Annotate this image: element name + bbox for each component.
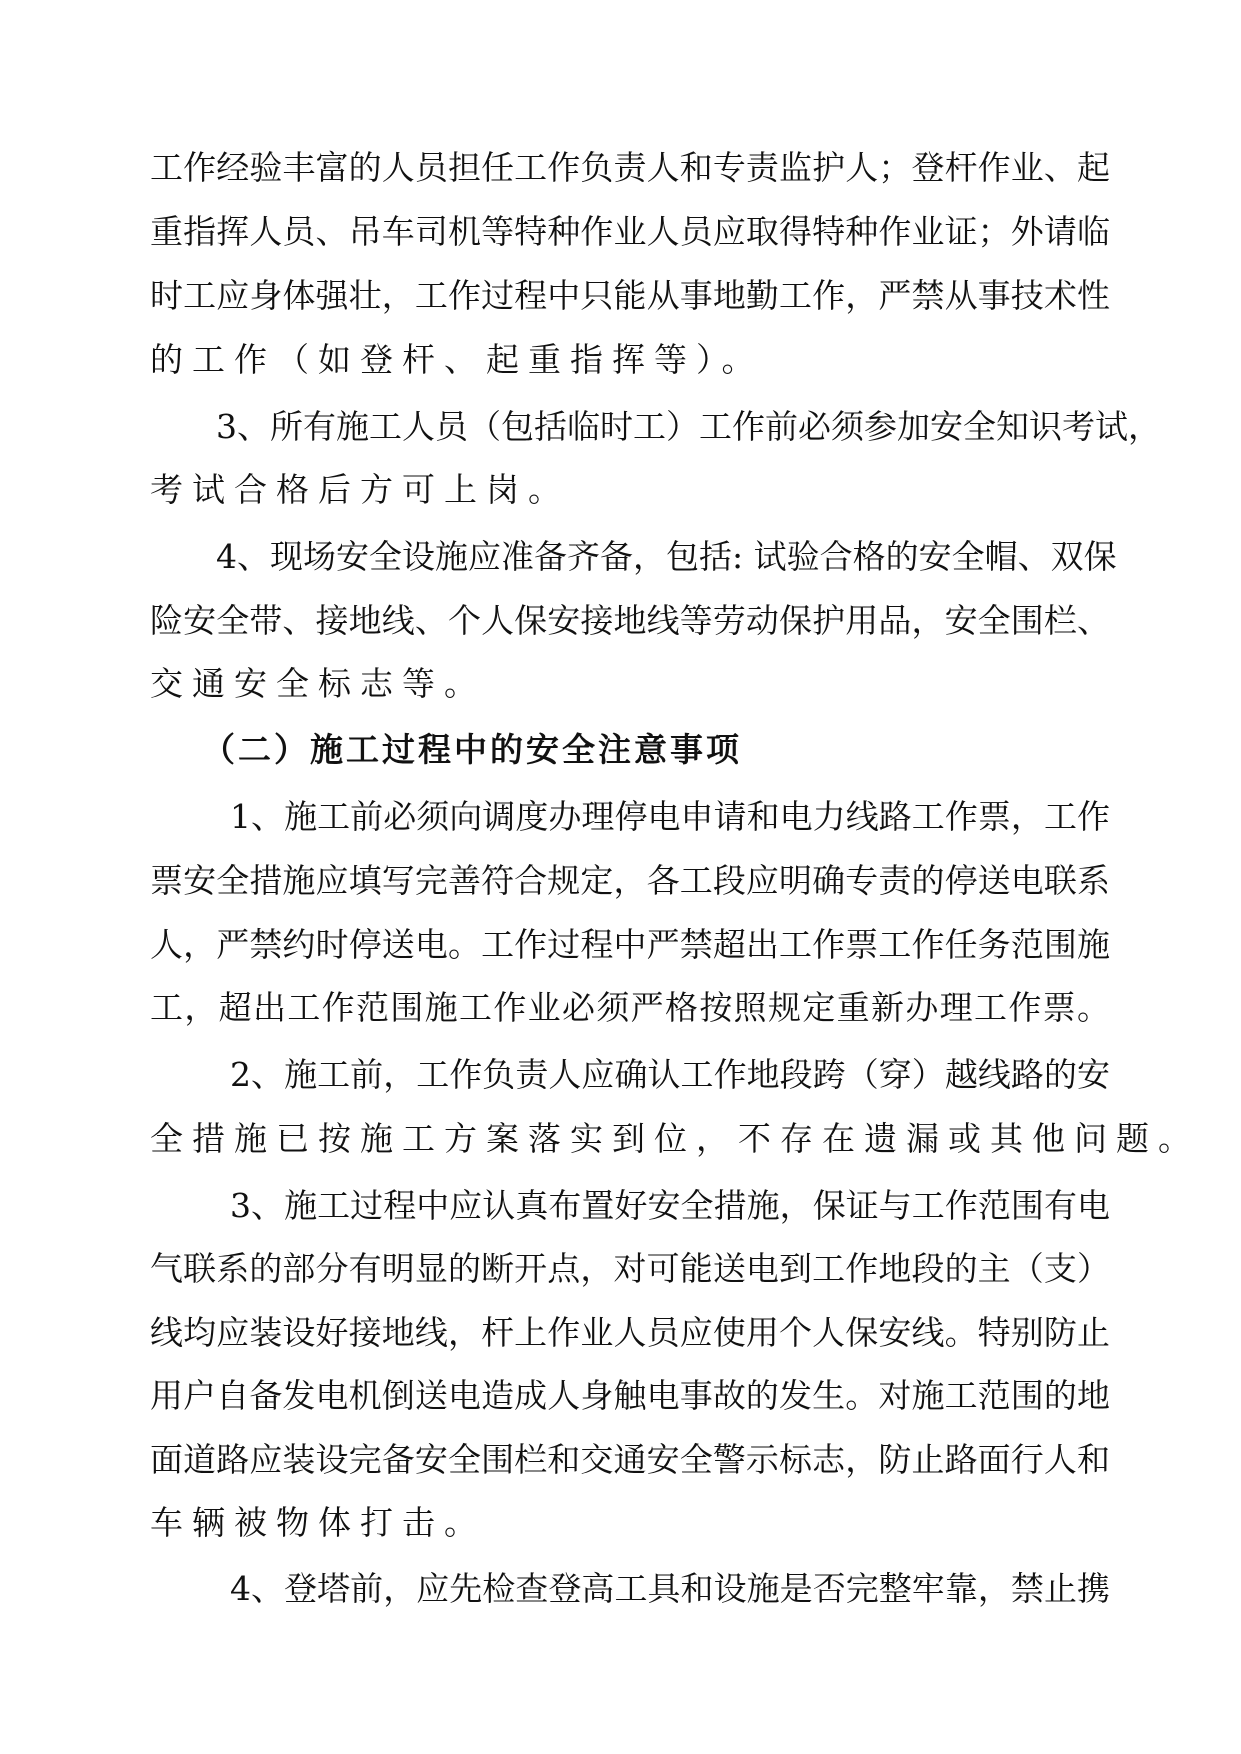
text-line: 人，严禁约时停送电。工作过程中严禁超出工作票工作任务范围施 — [150, 925, 1110, 964]
text-line: 票安全措施应填写完善符合规定，各工段应明确专责的停送电联系 — [150, 861, 1110, 900]
text-line: 3、施工过程中应认真布置好安全措施，保证与工作范围有电 — [230, 1186, 1110, 1225]
text-line: 1、施工前必须向调度办理停电申请和电力线路工作票，工作 — [230, 797, 1110, 836]
text-line: 4、现场安全设施应准备齐备，包括: 试验合格的安全帽、双保 — [216, 537, 1117, 576]
text-line: 2、施工前，工作负责人应确认工作地段跨（穿）越线路的安 — [230, 1055, 1110, 1094]
text-line: 气联系的部分有明显的断开点，对可能送电到工作地段的主（支） — [150, 1249, 1110, 1288]
text-line: 用户自备发电机倒送电造成人身触电事故的发生。对施工范围的地 — [150, 1376, 1110, 1415]
text-line: 的工作（如登杆、起重指挥等）。 — [150, 340, 764, 379]
text-line: 工，超出工作范围施工作业必须严格按照规定重新办理工作票。 — [150, 988, 1110, 1027]
text-line: 线均应装设好接地线，杆上作业人员应使用个人保安线。特别防止 — [150, 1313, 1110, 1352]
section-heading: （二）施工过程中的安全注意事项 — [202, 730, 742, 769]
text-line: 4、登塔前，应先检查登高工具和设施是否完整牢靠，禁止携 — [230, 1569, 1110, 1608]
text-line: 全措施已按施工方案落实到位，不存在遗漏或其他问题。 — [150, 1119, 1200, 1158]
text-line: 重指挥人员、吊车司机等特种作业人员应取得特种作业证；外请临 — [150, 212, 1110, 251]
text-line: 面道路应装设完备安全围栏和交通安全警示标志，防止路面行人和 — [150, 1440, 1110, 1479]
text-line: 车辆被物体打击。 — [150, 1503, 486, 1542]
text-line: 考试合格后方可上岗。 — [150, 470, 570, 509]
text-line: 3、所有施工人员（包括临时工）工作前必须参加安全知识考试， — [216, 407, 1161, 446]
text-line: 时工应身体强壮，工作过程中只能从事地勤工作，严禁从事技术性 — [150, 276, 1110, 315]
text-line: 工作经验丰富的人员担任工作负责人和专责监护人；登杆作业、起 — [150, 148, 1110, 187]
text-line: 交通安全标志等。 — [150, 664, 486, 703]
text-line: 险安全带、接地线、个人保安接地线等劳动保护用品，安全围栏、 — [150, 601, 1110, 640]
